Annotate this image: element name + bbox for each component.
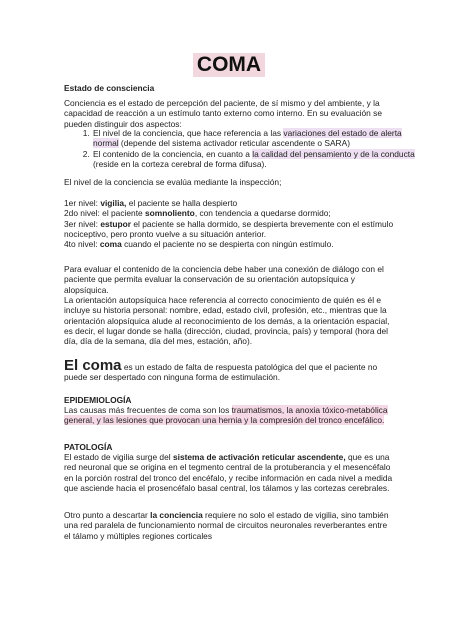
coma-definition-text: es un estado de falta de respuesta patológica del que el paciente no puede ser despertado con ninguna forma de estimulación. [64, 362, 378, 383]
level-text: 4to nivel: [64, 239, 100, 250]
level-line [64, 239, 394, 249]
paragraph-nivel-eval: El nivel de la conciencia se evalúa mediante la inspección; [64, 177, 282, 187]
levels-block [64, 198, 394, 249]
level-term: coma [99, 239, 122, 250]
otro-text: Otro punto a descartar [64, 510, 151, 520]
list-item-text: El contenido de la conciencia, en cuanto a [93, 148, 253, 159]
paragraph-orientacion: La orientación autopsíquica hace referencia al correcto conocimiento de quién es él e incluye su historia personal: nombre, edad, estado civil, profesión, etc., mientras que la orientación alopsíquica alude al reconocimiento de los demás, a la orientación espacial, es decir, el lugar donde se halla (dirección, ciudad, provincia, país) y temporal (hora del día, día de la semana, día del mes, estación, año). [64, 295, 390, 347]
heading-estado: Estado de consciencia [64, 83, 155, 93]
list-item [92, 128, 422, 149]
paragraph-epidemiologia [64, 405, 394, 426]
pat-term: sistema de activación reticular ascendente, [172, 452, 346, 462]
epi-text: Las causas más frecuentes de coma son los [64, 405, 232, 415]
level-text: 2do nivel: el paciente [64, 208, 146, 219]
page-title: COMA [193, 53, 265, 77]
heading-patologia: PATOLOGÍA [64, 442, 113, 452]
level-line [64, 208, 394, 218]
coma-definition [64, 357, 394, 383]
pat-text: que es una red neuronal que se origina en el tegmento central de la protuberancia y el mesencéfalo en la porción rostral del tronco del encéfalo, y recibe información en cada nivel a medida que asciende hacia el prosencéfalo basal central, los tálamos y las cortezas cerebrales. [64, 452, 393, 493]
level-term: estupor [100, 218, 132, 229]
level-term: somnoliento [145, 208, 195, 219]
paragraph-consciencia: Conciencia es el estado de percepción del paciente, de sí mismo y del ambiente, y la capacidad de reacción a un estímulo tanto externo como interno. En su evaluación se pueden distinguir dos aspectos: [64, 98, 382, 129]
level-line [64, 198, 394, 208]
level-line [64, 219, 394, 240]
level-text: el paciente se halla dormido, se despierta brevemente con el estímulo nociceptivo, pero pronto vuelve a su situación anterior. [64, 218, 394, 239]
title-wrap [64, 53, 394, 77]
highlight: traumatismos, la anoxia tóxico-metabólica general, y las lesiones que provocan una hernia y la compresión del tronco encefálico. [64, 405, 388, 426]
paragraph-otro [64, 510, 394, 541]
list-item-text: (reside en la corteza cerebral de forma difusa). [93, 158, 267, 169]
pat-text: El estado de vigilia surge del [64, 452, 173, 462]
otro-term: la conciencia [150, 510, 203, 520]
paragraph-contenido: Para evaluar el contenido de la conciencia debe haber una conexión de diálogo con el paciente que permita evaluar la conservación de su orientación autopsíquica y alopsíquica. [64, 264, 384, 295]
highlight: la calidad del pensamiento y de la conducta [252, 148, 415, 159]
level-term: vigilia, [100, 198, 127, 208]
list-item-text: El nivel de la conciencia, que hace referencia a las [93, 128, 284, 138]
highlight: variaciones del estado de alerta normal [93, 128, 402, 149]
level-text: cuando el paciente no se despierta con ningún estímulo. [121, 239, 334, 250]
level-text: 1er nivel: [64, 198, 101, 208]
level-text: , con tendencia a quedarse dormido; [194, 208, 331, 219]
aspects-list [64, 128, 422, 169]
level-text: 3er nivel: [64, 218, 101, 229]
coma-term: El coma [64, 357, 122, 374]
paragraph-patologia [64, 452, 394, 493]
level-text: el paciente se halla despierto [126, 198, 238, 208]
list-item [92, 149, 422, 170]
list-item-text: (depende del sistema activador reticular ascendente o SARA) [118, 138, 350, 149]
heading-epidemiologia: EPIDEMIOLOGÍA [64, 395, 132, 405]
otro-text: requiere no solo el estado de vigilia, sino también una red paralela de funcionamiento normal de circuitos neuronales reverberantes entre el tálamo y múltiples regiones corticales [64, 510, 389, 541]
